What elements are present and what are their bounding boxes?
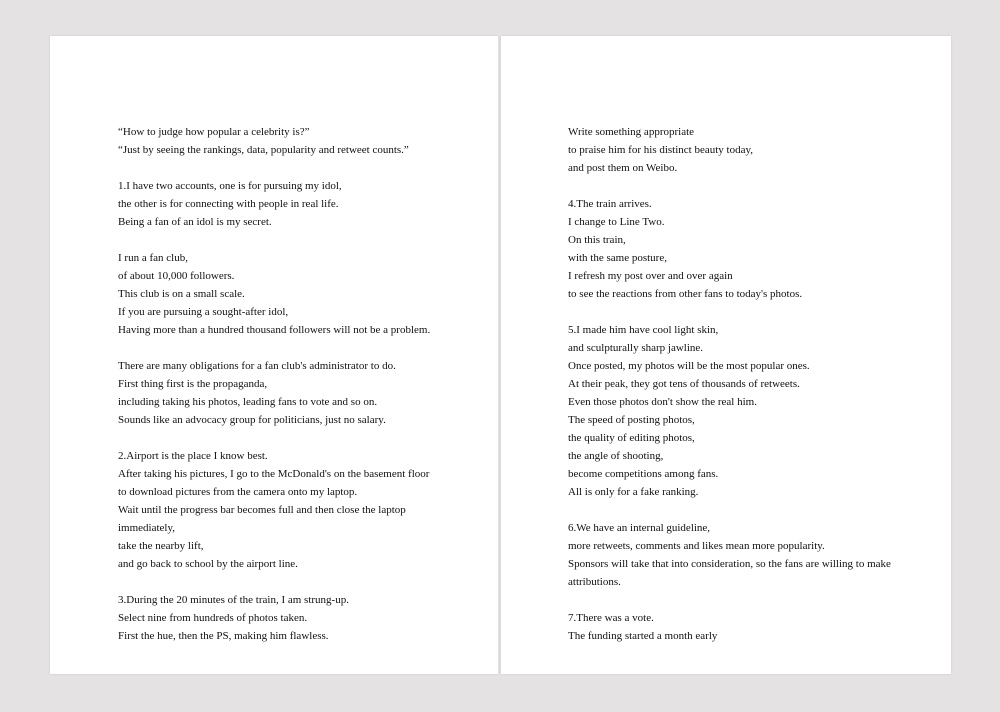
text-line: the quality of editing photos, xyxy=(568,432,695,444)
text-line: of about 10,000 followers. xyxy=(118,270,235,282)
paragraph-gap xyxy=(568,591,891,609)
text-line: 2.Airport is the place I know best. xyxy=(118,450,268,462)
paragraph-gap xyxy=(568,303,891,321)
text-line: Write something appropriate xyxy=(568,126,695,138)
text-line: Sponsors will take that into consideration, so the fans are willing to make xyxy=(568,558,891,570)
text-line: I change to Line Two. xyxy=(568,216,665,228)
text-line: At their peak, they got tens of thousands of retweets. xyxy=(568,378,800,390)
text-line: First the hue, then the PS, making him flawless. xyxy=(118,630,329,642)
paragraph xyxy=(118,177,430,231)
right-page xyxy=(501,36,951,674)
text-line: immediately, xyxy=(118,522,176,534)
paragraph xyxy=(118,123,430,159)
text-line: After taking his pictures, I go to the McDonald's on the basement floor xyxy=(118,468,430,480)
text-line: This club is on a small scale. xyxy=(118,288,245,300)
text-line: The speed of posting photos, xyxy=(568,414,695,426)
text-line: If you are pursuing a sought-after idol, xyxy=(118,306,289,318)
paragraph-gap xyxy=(568,501,891,519)
text-line: I run a fan club, xyxy=(118,252,188,264)
text-line: become competitions among fans. xyxy=(568,468,719,480)
text-line: to see the reactions from other fans to today's photos. xyxy=(568,288,803,300)
text-line: with the same posture, xyxy=(568,252,667,264)
text-line: I refresh my post over and over again xyxy=(568,270,733,282)
text-line: “Just by seeing the rankings, data, popularity and retweet counts.” xyxy=(118,144,409,156)
text-line: to praise him for his distinct beauty today, xyxy=(568,144,754,156)
paragraph-gap xyxy=(118,429,430,447)
text-line: more retweets, comments and likes mean more popularity. xyxy=(568,540,825,552)
paragraph-gap xyxy=(118,573,430,591)
paragraph xyxy=(568,609,891,645)
paragraph-gap xyxy=(118,159,430,177)
text-line: The funding started a month early xyxy=(568,630,718,642)
text-line: 3.During the 20 minutes of the train, I am strung-up. xyxy=(118,594,349,606)
paragraph-gap xyxy=(568,177,891,195)
text-line: and sculpturally sharp jawline. xyxy=(568,342,704,354)
text-line: Being a fan of an idol is my secret. xyxy=(118,216,272,228)
text-line: and post them on Weibo. xyxy=(568,162,678,174)
paragraph xyxy=(118,249,430,339)
text-line: Even those photos don't show the real him. xyxy=(568,396,757,408)
text-line: First thing first is the propaganda, xyxy=(118,378,268,390)
paragraph-gap xyxy=(118,339,430,357)
paragraph xyxy=(568,123,891,177)
right-page-text xyxy=(568,123,891,645)
text-line: Wait until the progress bar becomes full and then close the laptop xyxy=(118,504,406,516)
text-line: the other is for connecting with people in real life. xyxy=(118,198,339,210)
text-line: the angle of shooting, xyxy=(568,450,664,462)
left-page-text xyxy=(118,123,430,645)
paragraph xyxy=(118,591,430,645)
text-line: Select nine from hundreds of photos taken. xyxy=(118,612,308,624)
text-line: attributions. xyxy=(568,576,621,588)
text-line: 5.I made him have cool light skin, xyxy=(568,324,719,336)
text-line: “How to judge how popular a celebrity is?” xyxy=(118,126,310,138)
text-line: 1.I have two accounts, one is for pursuing my idol, xyxy=(118,180,342,192)
text-line: Sounds like an advocacy group for politicians, just no salary. xyxy=(118,414,386,426)
paragraph xyxy=(568,321,891,501)
text-line: 4.The train arrives. xyxy=(568,198,652,210)
paragraph-gap xyxy=(118,231,430,249)
text-line: All is only for a fake ranking. xyxy=(568,486,699,498)
text-line: Having more than a hundred thousand followers will not be a problem. xyxy=(118,324,431,336)
text-line: to download pictures from the camera onto my laptop. xyxy=(118,486,358,498)
paragraph xyxy=(118,447,430,573)
paragraph xyxy=(118,357,430,429)
text-line: On this train, xyxy=(568,234,626,246)
left-page xyxy=(50,36,498,674)
text-line: and go back to school by the airport line. xyxy=(118,558,298,570)
text-line: take the nearby lift, xyxy=(118,540,204,552)
text-line: including taking his photos, leading fans to vote and so on. xyxy=(118,396,378,408)
paragraph xyxy=(568,195,891,303)
text-line: 6.We have an internal guideline, xyxy=(568,522,711,534)
text-line: Once posted, my photos will be the most popular ones. xyxy=(568,360,810,372)
text-line: 7.There was a vote. xyxy=(568,612,654,624)
paragraph xyxy=(568,519,891,591)
text-line: There are many obligations for a fan club's administrator to do. xyxy=(118,360,396,372)
